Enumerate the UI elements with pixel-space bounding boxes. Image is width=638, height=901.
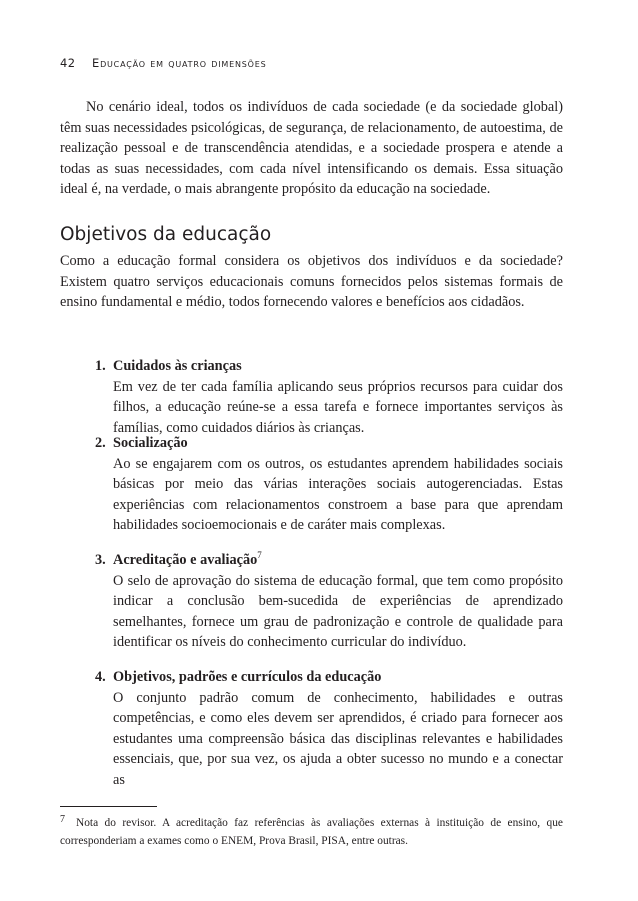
item-body: O selo de aprovação do sistema de educação formal, que tem como propósito indicar a conclusão bem-sucedida de experiências de aprendizado semelhantes, fornece um grau de padronização e controle de qualidade para identificar os níveis do conhecimento curricular do indivíduo. bbox=[113, 572, 563, 650]
item-title bbox=[95, 550, 563, 571]
item-body: O conjunto padrão comum de conhecimento, habilidades e outras competências, e como eles devem ser aprendidos, é criado para fornecer aos estudantes uma compreensão básica das disciplinas relevantes e habilidades essenciais, que, por sua vez, os ajuda a obter sucesso no mundo e a conectar as bbox=[113, 689, 563, 788]
item-number: 2. bbox=[95, 435, 106, 451]
list-item bbox=[95, 433, 563, 536]
item-title bbox=[95, 356, 563, 377]
item-title-text: Cuidados às crianças bbox=[113, 358, 242, 374]
item-title-text: Socialização bbox=[113, 435, 188, 451]
item-title-text: Acreditação e avaliação bbox=[113, 552, 258, 568]
footnote-marker: 7 bbox=[60, 814, 65, 825]
item-number: 3. bbox=[95, 552, 106, 568]
footnote-text: Nota do revisor. A acreditação faz referências às avaliações externas à instituição de ensino, que corresponderiam a exames como o ENEM, Prova Brasil, PISA, entre outras. bbox=[60, 817, 563, 847]
item-title-text: Objetivos, padrões e currículos da educação bbox=[113, 669, 382, 685]
item-number: 1. bbox=[95, 358, 106, 374]
footnote-separator bbox=[60, 806, 157, 807]
list-item bbox=[95, 550, 563, 653]
running-title: Educação em quatro dimensões bbox=[92, 56, 267, 70]
item-number: 4. bbox=[95, 669, 106, 685]
item-title bbox=[95, 667, 563, 688]
section-title: Objetivos da educação bbox=[60, 224, 272, 245]
item-body: Em vez de ter cada família aplicando seus próprios recursos para cuidar dos filhos, a educação reúne-se a essa tarefa e fornece importantes serviços às famílias, como cuidados diários às crianças. bbox=[113, 378, 563, 436]
lead-paragraph: Como a educação formal considera os objetivos dos indivíduos e da sociedade? Existem quatro serviços educacionais comuns fornecidos pelos sistemas formais de ensino fundamental e médio, todos fornecendo valores e benefícios aos cidadãos. bbox=[60, 253, 563, 310]
item-title bbox=[95, 433, 563, 454]
list-item bbox=[95, 667, 563, 790]
footnote bbox=[60, 814, 563, 850]
list-item bbox=[95, 356, 563, 438]
footnote-reference[interactable]: 7 bbox=[257, 550, 262, 561]
page-number: 42 bbox=[60, 56, 76, 70]
intro-paragraph: No cenário ideal, todos os indivíduos de cada sociedade (e da sociedade global) têm suas necessidades psicológicas, de segurança, de relacionamento, de autoestima, de realização pessoal e de transcendência atendidas, e a sociedade prospera e atende a todas as suas necessidades, com cada nível intensificando os demais. Essa situação ideal é, na verdade, o mais abrangente propósito da educação na sociedade. bbox=[60, 99, 563, 197]
running-header bbox=[60, 56, 266, 70]
item-body: Ao se engajarem com os outros, os estudantes aprendem habilidades sociais básicas por meio das várias interações sociais autogerenciadas. Estas experiências com relacionamentos constroem a base para que aprendam habilidades socioemocionais e de caráter mais complexas. bbox=[113, 455, 563, 533]
